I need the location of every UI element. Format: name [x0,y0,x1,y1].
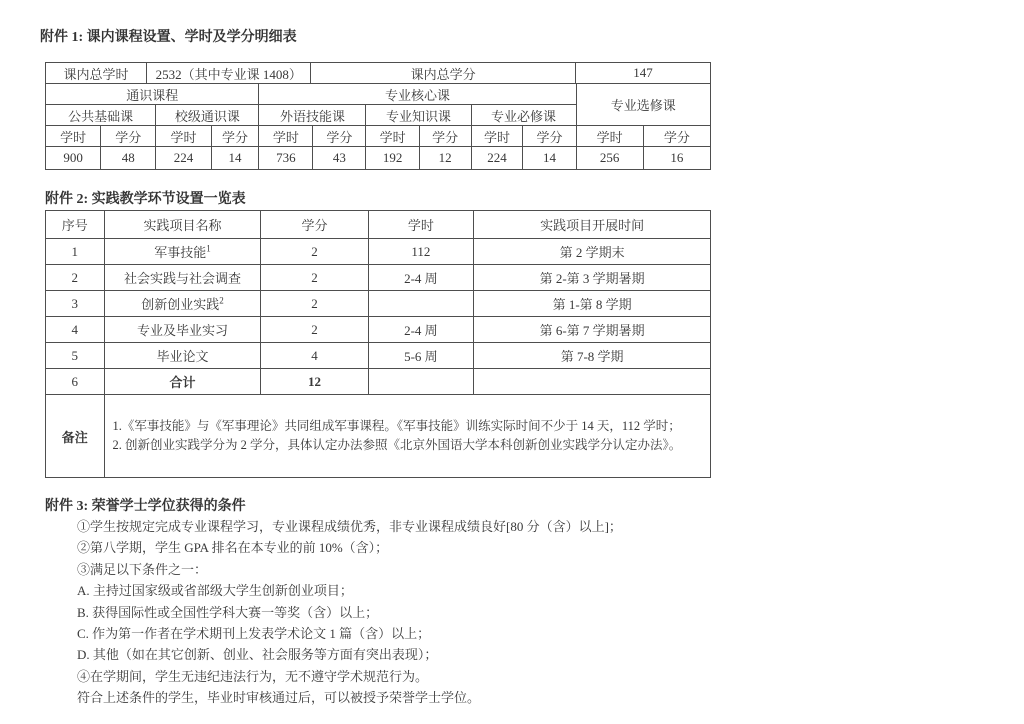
cell-no: 3 [46,291,105,317]
credits-label: 学分 [643,126,710,147]
remark-label: 备注 [46,395,105,478]
header-credits: 学分 [261,211,368,239]
remark-body [104,395,710,478]
attachment2-title: 附件 2: 实践教学环节设置一览表 [45,192,246,207]
project-name: 毕业论文 [156,349,209,364]
total-credits-value: 147 [575,63,710,84]
cell-credits: 2 [261,317,368,343]
honors-conditions-list [77,516,727,709]
project-name: 专业及毕业实习 [136,323,228,338]
project-name: 军事技能 [154,245,207,260]
value-cell: 736 [259,147,313,170]
header-project-name: 实践项目名称 [104,211,261,239]
condition-line: ①学生按规定完成专业课程学习，专业课程成绩优秀，非专业课程成绩良好[80 分（含）以上]； [77,519,622,534]
hours-label: 学时 [46,126,101,147]
credits-label: 学分 [211,126,259,147]
table-row [46,265,711,291]
header-time: 实践项目开展时间 [474,211,711,239]
condition-line: B. 获得国际性或全国性学科大赛一等奖（含）以上； [77,604,379,620]
group-elective: 专业选修课 [576,84,710,126]
cell-project-name [104,317,261,343]
table-row [46,343,711,369]
cell-project-name [104,291,261,317]
project-name: 创新创业实践 [141,297,220,312]
cell-project-name [104,265,261,291]
condition-line: D. 其他（如在其它创新、创业、社会服务等方面有突出表现）； [77,647,438,663]
cell-time: 第 1-第 8 学期 [474,291,711,317]
table-row [46,291,711,317]
condition-line: ④在学期间，学生无违纪违法行为，无不遵守学术规范行为。 [77,668,429,684]
inclass-course-table-totals [45,62,711,84]
inclass-course-table-body [45,83,711,170]
cell-hours [368,369,474,395]
group-core: 专业核心课 [259,84,576,105]
value-cell: 900 [46,147,101,170]
value-cell: 16 [643,147,710,170]
remark-line-1: 1.《军事技能》与《军事理论》共同组成军事课程。《军事技能》训练实际时间不少于 14 天，112 学时； [112,418,681,433]
cell-credits: 12 [261,369,368,395]
cell-credits: 4 [261,343,368,369]
practice-table [45,210,711,478]
value-cell: 14 [211,147,259,170]
category-school-general: 校级通识课 [156,105,259,126]
total-credits-label: 课内总学分 [311,63,576,84]
category-language-skill: 外语技能课 [259,105,366,126]
cell-time: 第 2 学期末 [474,239,711,265]
cell-no: 2 [46,265,105,291]
cell-time [474,369,711,395]
cell-credits: 2 [261,291,368,317]
cell-no: 6 [46,369,105,395]
cell-credits: 2 [261,239,368,265]
cell-time: 第 7-8 学期 [474,343,711,369]
credits-label: 学分 [313,126,366,147]
cell-hours: 2-4 周 [368,317,474,343]
total-hours-label: 课内总学时 [46,63,147,84]
group-general: 通识课程 [46,84,259,105]
condition-line: A. 主持过国家级或省部级大学生创新创业项目； [77,583,353,599]
table-row [46,239,711,265]
condition-line: 符合上述条件的学生，毕业时审核通过后，可以被授予荣誉学士学位。 [77,690,481,706]
credits-label: 学分 [419,126,471,147]
footnote-ref: 1 [206,243,211,254]
hours-label: 学时 [471,126,523,147]
condition-line: C. 作为第一作者在学术期刊上发表学术论文 1 篇（含）以上； [77,626,431,642]
cell-no: 5 [46,343,105,369]
credits-label: 学分 [523,126,576,147]
value-cell: 43 [313,147,366,170]
cell-time: 第 2-第 3 学期暑期 [474,265,711,291]
attachment1-title: 附件 1: 课内课程设置、学时及学分明细表 [40,30,297,45]
attachment3-title: 附件 3: 荣誉学士学位获得的条件 [45,499,246,514]
cell-project-name [104,239,261,265]
value-cell: 12 [419,147,471,170]
category-major-required: 专业必修课 [471,105,576,126]
value-cell: 192 [366,147,419,170]
category-major-knowledge: 专业知识课 [366,105,471,126]
value-cell: 224 [156,147,211,170]
cell-hours [368,291,474,317]
cell-no: 1 [46,239,105,265]
cell-project-name: 合计 [104,369,261,395]
value-cell: 14 [523,147,576,170]
remark-line-2: 2. 创新创业实践学分为 2 学分，具体认定办法参照《北京外国语大学本科创新创业实践学分认定办法》。 [112,438,682,452]
condition-line: ③满足以下条件之一： [77,561,208,577]
project-name: 社会实践与社会调查 [123,271,241,286]
cell-credits: 2 [261,265,368,291]
hours-label: 学时 [366,126,419,147]
table-header-row [46,211,711,239]
inclass-course-table [45,62,711,170]
cell-hours: 5-6 周 [368,343,474,369]
value-cell: 256 [576,147,643,170]
condition-line: ②第八学期，学生 GPA 排名在本专业的前 10%（含）； [77,540,389,556]
header-no: 序号 [46,211,105,239]
table-row [46,317,711,343]
cell-hours: 112 [368,239,474,265]
table-row-total [46,369,711,395]
hours-label: 学时 [576,126,643,147]
cell-time: 第 6-第 7 学期暑期 [474,317,711,343]
credits-label: 学分 [101,126,156,147]
remark-row [46,395,711,478]
hours-label: 学时 [156,126,211,147]
cell-project-name [104,343,261,369]
footnote-ref: 2 [219,295,224,306]
category-public-basic: 公共基础课 [46,105,156,126]
hours-label: 学时 [259,126,313,147]
header-hours: 学时 [368,211,474,239]
cell-no: 4 [46,317,105,343]
value-cell: 48 [101,147,156,170]
value-cell: 224 [471,147,523,170]
total-hours-value: 2532（其中专业课 1408） [147,63,311,84]
cell-hours: 2-4 周 [368,265,474,291]
